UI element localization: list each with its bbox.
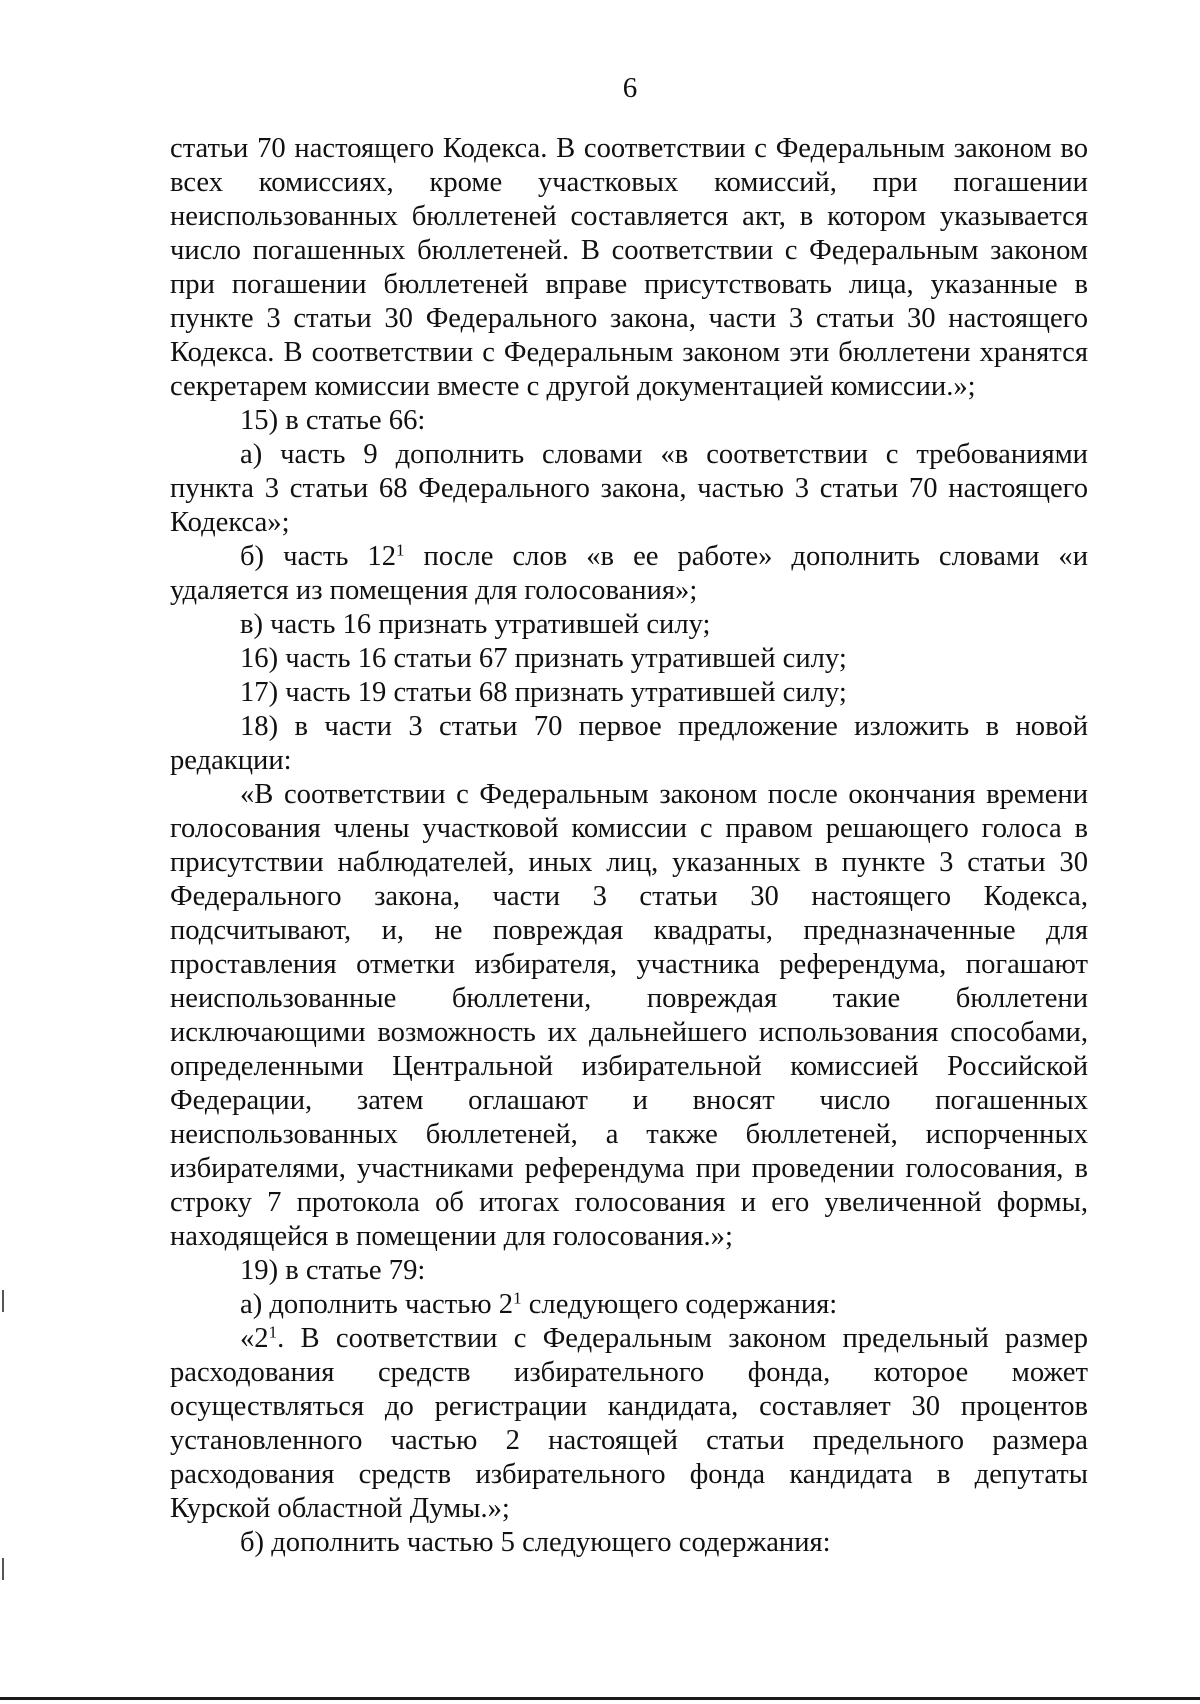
superscript-index: 1: [396, 540, 405, 560]
paragraph-item-15b: [170, 540, 1088, 608]
text-fragment: а) дополнить частью 2: [240, 1289, 514, 1320]
paragraph-item-17: 17) часть 19 статьи 68 признать утратившей силу;: [240, 677, 847, 708]
paragraph-continuation: статьи 70 настоящего Кодекса. В соответствии с Федеральным законом во всех комиссиях, кроме участковых комиссий, при погашении неиспользованных бюллетеней составляется акт, в котором указывается число погашенных бюллетеней. В соответствии с Федеральным законом при погашении бюллетеней вправе присутствовать лица, указанные в пункте 3 статьи 30 Федерального закона, части 3 статьи 30 настоящего Кодекса. В соответствии с Федеральным законом эти бюллетени хранятся секретарем комиссии вместе с другой документацией комиссии.»;: [170, 133, 1088, 402]
scan-edge-mark: [2, 1290, 4, 1312]
paragraph-item-19b: б) дополнить частью 5 следующего содержания:: [240, 1527, 831, 1558]
text-fragment: «2: [240, 1323, 269, 1354]
paragraph-quoted-part: [170, 1322, 1088, 1526]
paragraph-quoted-text: «В соответствии с Федеральным законом после окончания времени голосования члены участковой комиссии с правом решающего голоса в присутствии наблюдателей, иных лиц, указанных в пункте 3 статьи 30 Федерального закона, части 3 статьи 30 настоящего Кодекса, подсчитывают, и, не повреждая квадраты, предназначенные для проставления отметки избирателя, участника референдума, погашают неиспользованные бюллетени, повреждая такие бюллетени исключающими возможность их дальнейшего использования способами, определенными Центральной избирательной комиссией Российской Федерации, затем оглашают и вносят число погашенных неиспользованных бюллетеней, а также бюллетеней, испорченных избирателями, участниками референдума при проведении голосования, в строку 7 протокола об итогах голосования и его увеличенной формы, находящейся в помещении для голосования.»;: [170, 779, 1088, 1252]
superscript-index: 1: [513, 1288, 522, 1308]
paragraph-item-15a: а) часть 9 дополнить словами «в соответствии с требованиями пункта 3 статьи 68 Федерального закона, частью 3 статьи 70 настоящего Кодекса»;: [170, 439, 1088, 538]
paragraph-item-15: 15) в статье 66:: [240, 405, 426, 436]
scan-bottom-edge: [0, 1697, 1200, 1700]
paragraph-item-15v: в) часть 16 признать утратившей силу;: [240, 609, 711, 640]
text-fragment: после слов «в ее работе» дополнить словами «и удаляется из помещения для голосования»;: [170, 541, 1088, 606]
superscript-index: 1: [268, 1322, 278, 1342]
text-fragment: следующего содержания:: [521, 1289, 838, 1320]
page-number: 6: [622, 72, 638, 104]
text-fragment: б) часть 12: [240, 541, 396, 572]
paragraph-item-16: 16) часть 16 статьи 67 признать утратившей силу;: [240, 643, 847, 674]
document-body: [170, 132, 1088, 1560]
paragraph-item-18: 18) в части 3 статьи 70 первое предложение изложить в новой редакции:: [170, 711, 1088, 776]
paragraph-item-19a: [170, 1288, 1088, 1322]
text-fragment: . В соответствии с Федеральным законом предельный размер расходования средств избирательного фонда, которое может осуществляться до регистрации кандидата, составляет 30 процентов установленного частью 2 настоящей статьи предельного размера расходования средств избирательного фонда кандидата в депутаты Курской областной Думы.»;: [170, 1323, 1088, 1524]
paragraph-item-19: 19) в статье 79:: [240, 1255, 426, 1286]
scan-edge-mark: [2, 1558, 4, 1580]
